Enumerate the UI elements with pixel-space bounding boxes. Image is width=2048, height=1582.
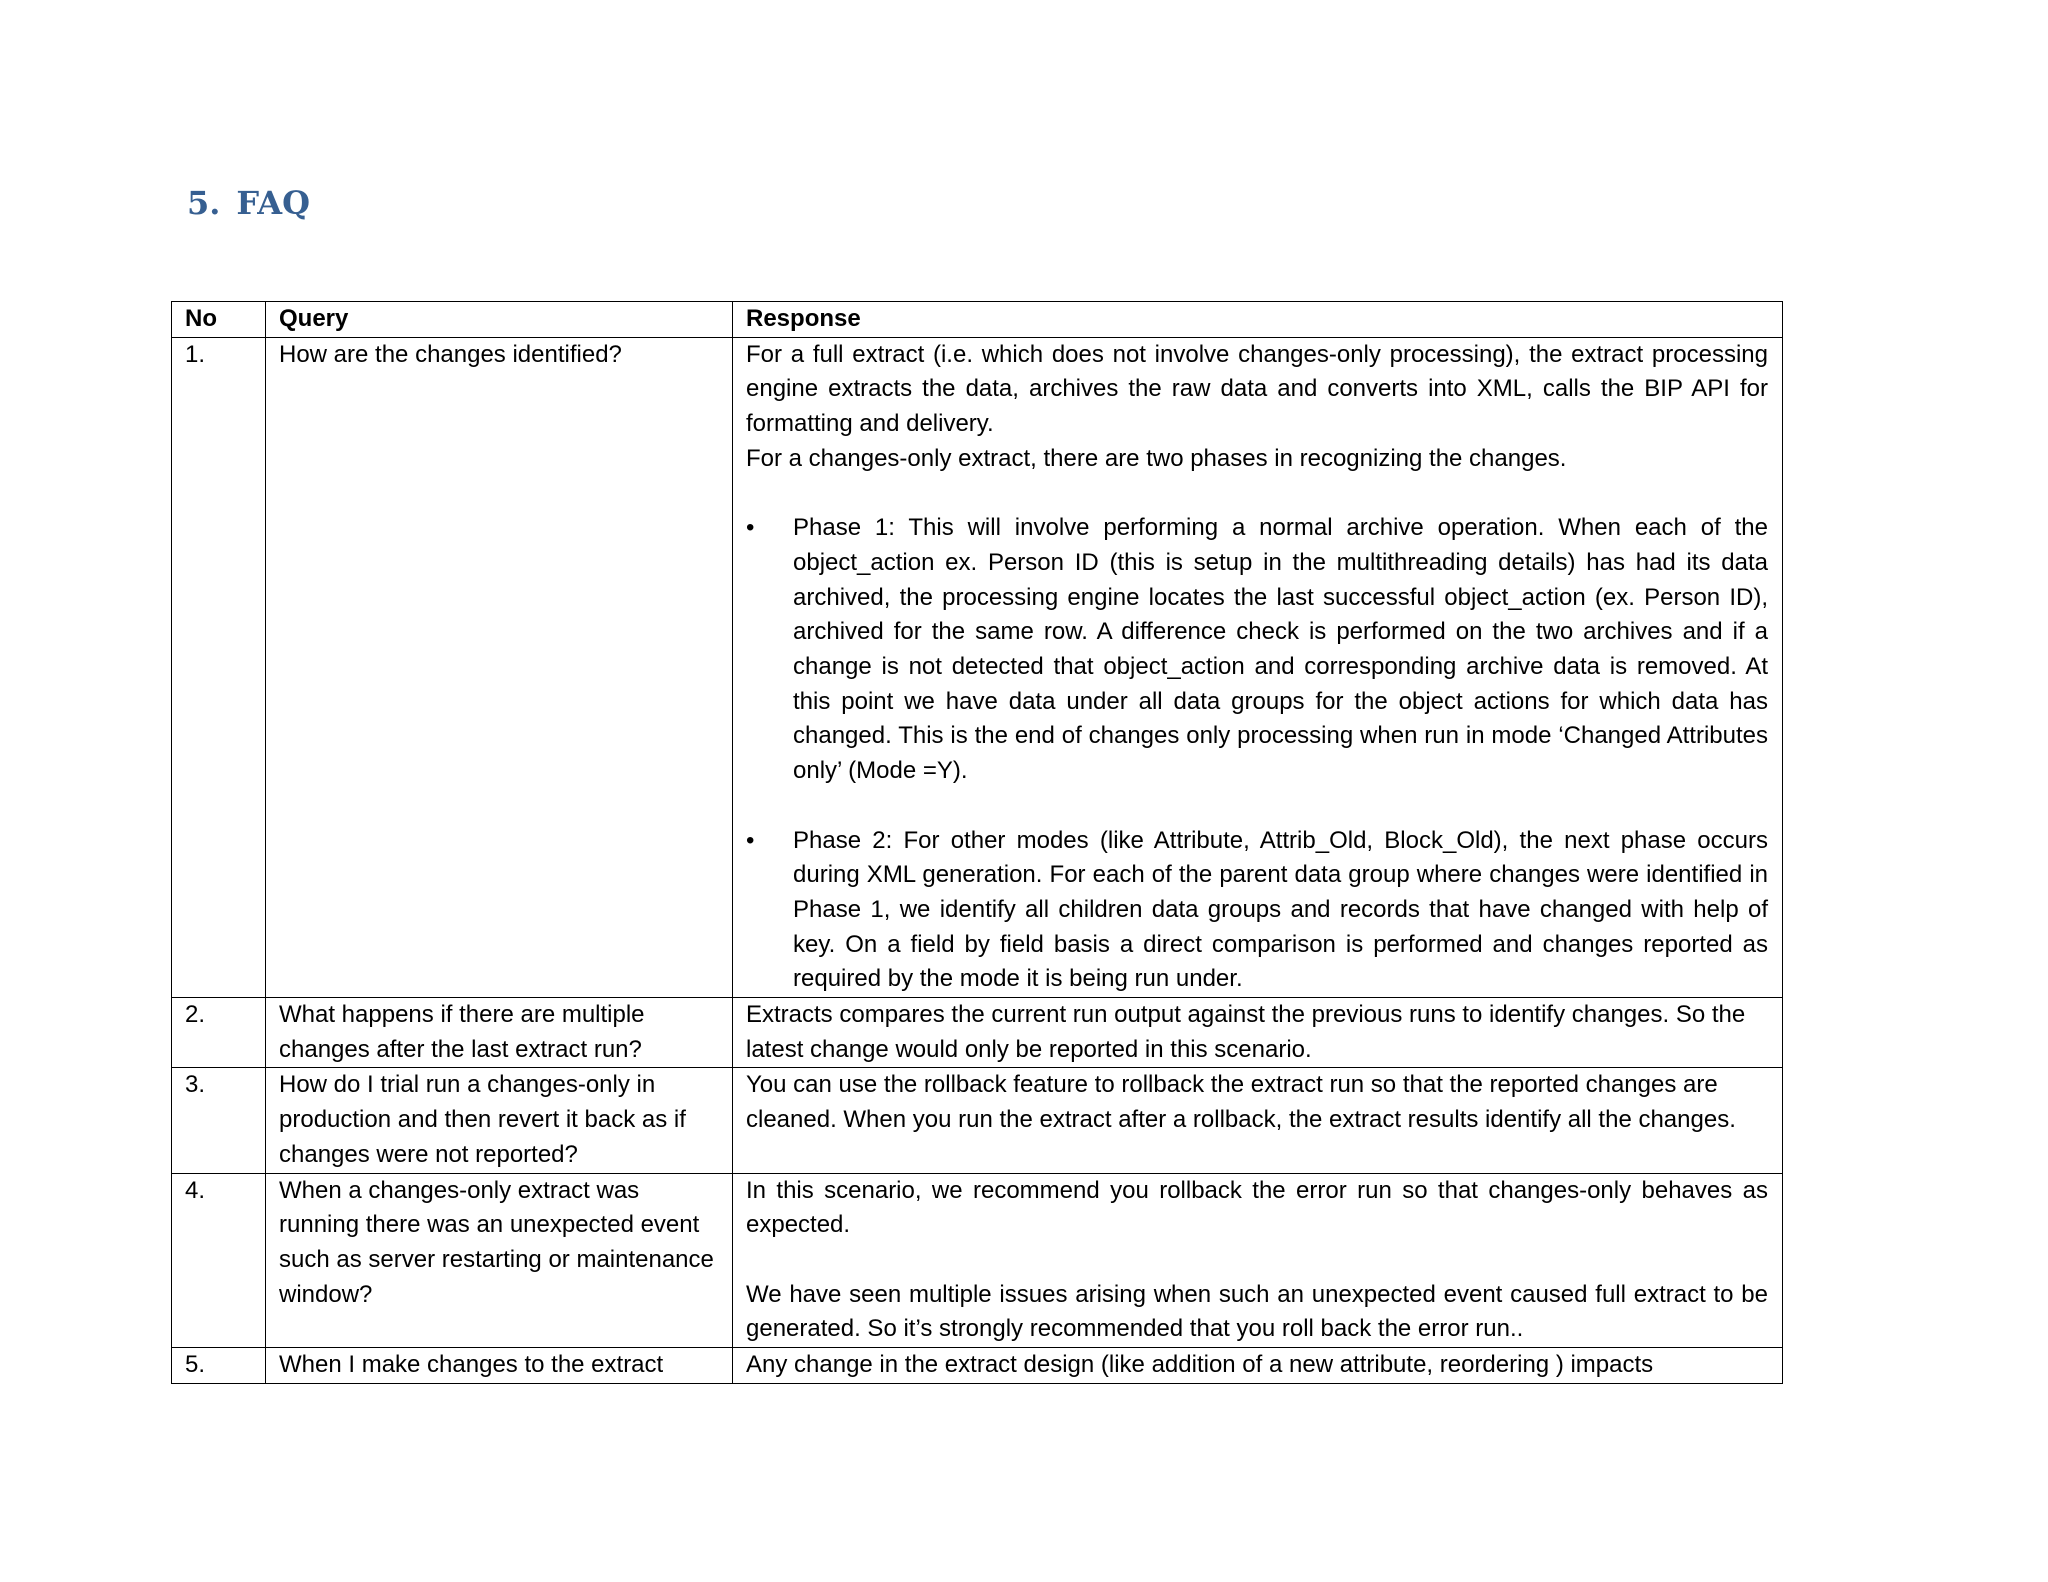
row-query: When a changes-only extract was running there was an unexpected event such as server restarting or maintenance window?	[266, 1173, 733, 1348]
section-title: FAQ	[236, 184, 310, 222]
response-paragraph: For a full extract (i.e. which does not involve changes-only processing), the extract processing engine extracts the data, archives the raw data and converts into XML, calls the BIP API for formatting and delivery.	[746, 340, 1768, 438]
bullet-item	[746, 824, 1768, 998]
section-number: 5.	[187, 184, 221, 222]
bullet-icon: •	[746, 514, 755, 542]
header-query: Query	[266, 302, 733, 338]
row-query: How do I trial run a changes-only in production and then revert it back as if changes were not reported?	[266, 1068, 733, 1173]
response-paragraph: We have seen multiple issues arising when such an unexpected event caused full extract to be generated. So it’s strongly recommended that you roll back the error run..	[746, 1280, 1768, 1343]
row-response	[733, 1173, 1783, 1348]
row-response: You can use the rollback feature to rollback the extract run so that the reported changes are cleaned. When you run the extract after a rollback, the extract results identify all the changes.	[733, 1068, 1783, 1173]
row-query: What happens if there are multiple changes after the last extract run?	[266, 998, 733, 1068]
header-response: Response	[733, 302, 1783, 338]
table-row	[172, 337, 1783, 997]
table-row	[172, 1068, 1783, 1173]
bullet-text: Phase 1: This will involve performing a normal archive operation. When each of the object_action ex. Person ID (this is setup in the multithreading details) has had its data archived, the processing engine locates the last successful object_action (ex. Person ID), archived for the same row. A difference check is performed on the two archives and if a change is not detected that object_action and corresponding archive data is removed. At this point we have data under all data groups for the object actions for which data has changed. This is the end of changes only processing when run in mode ‘Changed Attributes only’ (Mode =Y).	[793, 514, 1768, 785]
row-response	[733, 337, 1783, 997]
bullet-text: Phase 2: For other modes (like Attribute, Attrib_Old, Block_Old), the next phase occurs during XML generation. For each of the parent data group where changes were identified in Phase 1, we identify all children data groups and records that have changed with help of key. On a field by field basis a direct comparison is performed and changes reported as required by the mode it is being run under.	[793, 826, 1768, 993]
row-number: 4.	[172, 1173, 266, 1348]
table-row	[172, 1348, 1783, 1384]
bullet-icon: •	[746, 826, 755, 854]
row-response: Extracts compares the current run output against the previous runs to identify changes. So the latest change would only be reported in this scenario.	[733, 998, 1783, 1068]
row-number: 3.	[172, 1068, 266, 1173]
table-row	[172, 998, 1783, 1068]
table-header-row	[172, 302, 1783, 338]
table-row	[172, 1173, 1783, 1348]
header-no: No	[172, 302, 266, 338]
response-paragraph: In this scenario, we recommend you rollback the error run so that changes-only behaves as expected.	[746, 1176, 1768, 1239]
row-query: How are the changes identified?	[266, 337, 733, 997]
bullet-item	[746, 511, 1768, 789]
row-number: 1.	[172, 337, 266, 997]
response-bullet-list	[746, 511, 1768, 997]
section-heading	[187, 184, 310, 222]
row-number: 2.	[172, 998, 266, 1068]
row-query: When I make changes to the extract	[266, 1348, 733, 1384]
faq-table	[171, 301, 1783, 1384]
response-paragraph: For a changes-only extract, there are two phases in recognizing the changes.	[746, 444, 1567, 472]
row-response: Any change in the extract design (like addition of a new attribute, reordering ) impacts	[733, 1348, 1783, 1384]
row-number: 5.	[172, 1348, 266, 1384]
